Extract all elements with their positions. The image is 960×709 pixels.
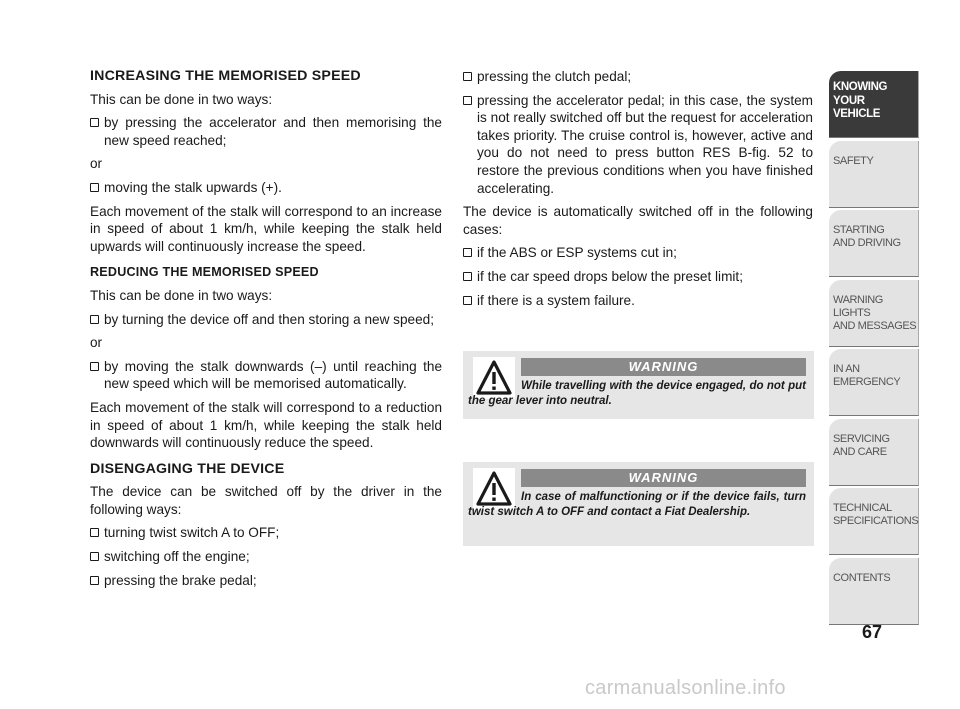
list-item-text: turning twist switch A to OFF;	[104, 525, 280, 541]
tab-warning-lights[interactable]	[829, 280, 919, 347]
tab-safety[interactable]	[829, 141, 919, 208]
checkbox-bullet-icon	[463, 272, 472, 281]
warning-box	[463, 462, 814, 546]
list-item	[90, 114, 442, 149]
list-item	[90, 548, 442, 566]
checkbox-bullet-icon	[90, 576, 99, 585]
auto-off-intro: The device is automatically switched off in the following cases:	[463, 204, 813, 237]
tab-contents[interactable]	[829, 558, 919, 625]
section-tabs	[829, 71, 919, 627]
list-item	[90, 179, 442, 197]
checkbox-bullet-icon	[463, 96, 472, 105]
increase-intro: This can be done in two ways:	[90, 91, 273, 107]
tab-label: TECHNICAL SPECIFICATIONS	[833, 502, 919, 527]
tab-label: WARNING LIGHTS AND MESSAGES	[833, 293, 917, 332]
tab-label: CONTENTS	[833, 571, 891, 584]
heading-reducing-speed: REDUCING THE MEMORISED SPEED	[90, 265, 319, 280]
checkbox-bullet-icon	[90, 362, 99, 371]
list-item	[90, 358, 442, 393]
list-item	[463, 68, 813, 86]
checkbox-bullet-icon	[463, 248, 472, 257]
list-item	[463, 244, 813, 262]
checkbox-bullet-icon	[90, 552, 99, 561]
heading-increasing-speed: INCREASING THE MEMORISED SPEED	[90, 68, 361, 84]
list-item-text: if the car speed drops below the preset limit;	[477, 268, 743, 284]
tab-starting-and-driving[interactable]	[829, 210, 919, 277]
warning-box	[463, 351, 814, 419]
checkbox-bullet-icon	[90, 183, 99, 192]
tab-label: SAFETY	[833, 154, 874, 167]
reduce-note: Each movement of the stalk will correspond to a reduction in speed of about 1 km/h, while keeping the stalk held downwards will continuously reduce the speed.	[90, 399, 442, 451]
tab-servicing-and-care[interactable]	[829, 419, 919, 486]
list-item	[90, 572, 442, 590]
list-item-text: pressing the accelerator pedal; in this case, the system is not really switched off but the request for acceleration takes priority. The cruise control is, however, active and you do not need to press button RES B-fig. 52 to restore the previous conditions when you have finished accelerating.	[477, 92, 813, 196]
checkbox-bullet-icon	[90, 528, 99, 537]
checkbox-bullet-icon	[463, 72, 472, 81]
list-item-text: if the ABS or ESP systems cut in;	[477, 245, 677, 261]
list-item-text: pressing the brake pedal;	[104, 572, 257, 588]
list-item-text: by pressing the accelerator and then memorising the new speed reached;	[104, 115, 442, 148]
disengage-intro: The device can be switched off by the driver in the following ways:	[90, 484, 442, 517]
tab-label: KNOWING YOUR VEHICLE	[833, 81, 888, 120]
tab-label: SERVICING AND CARE	[833, 432, 890, 458]
list-item	[90, 311, 442, 329]
warning-title: WARNING	[521, 469, 806, 487]
increase-note: Each movement of the stalk will correspond to an increase in speed of about 1 km/h, while keeping the stalk held upwards will continuously increase the speed.	[90, 203, 442, 254]
warning-text: In case of malfunctioning or if the device fails, turn twist switch A to OFF and contact a Fiat Dealership.	[468, 491, 806, 518]
warning-title: WARNING	[521, 358, 806, 376]
tab-knowing-your-vehicle[interactable]	[829, 71, 919, 138]
or-text: or	[90, 156, 103, 172]
reduce-intro: This can be done in two ways:	[90, 287, 273, 303]
list-item-text: if there is a system failure.	[477, 292, 635, 308]
list-item	[463, 292, 813, 310]
list-item	[463, 92, 813, 198]
list-item-text: by moving the stalk downwards (–) until reaching the new speed which will be memorised automatically.	[104, 358, 442, 392]
page-number: 67	[861, 622, 883, 642]
tab-technical-specifications[interactable]	[829, 488, 919, 555]
or-text: or	[90, 335, 103, 351]
watermark: carmanualsonline.info	[585, 677, 786, 699]
right-column	[463, 68, 813, 309]
checkbox-bullet-icon	[90, 118, 99, 127]
tab-label: STARTING AND DRIVING	[833, 224, 901, 249]
list-item-text: moving the stalk upwards (+).	[104, 179, 282, 195]
warning-text: While travelling with the device engaged, do not put the gear lever into neutral.	[468, 380, 806, 407]
list-item-text: pressing the clutch pedal;	[477, 69, 632, 84]
list-item-text: switching off the engine;	[104, 549, 250, 565]
checkbox-bullet-icon	[463, 296, 472, 305]
list-item	[463, 268, 813, 286]
list-item-text: by turning the device off and then storing a new speed;	[104, 311, 435, 327]
tab-label: IN AN EMERGENCY	[833, 363, 901, 388]
left-column	[90, 68, 442, 589]
tab-in-an-emergency[interactable]	[829, 349, 919, 416]
checkbox-bullet-icon	[90, 315, 99, 324]
heading-disengaging-device: DISENGAGING THE DEVICE	[90, 460, 285, 477]
list-item	[90, 524, 442, 542]
